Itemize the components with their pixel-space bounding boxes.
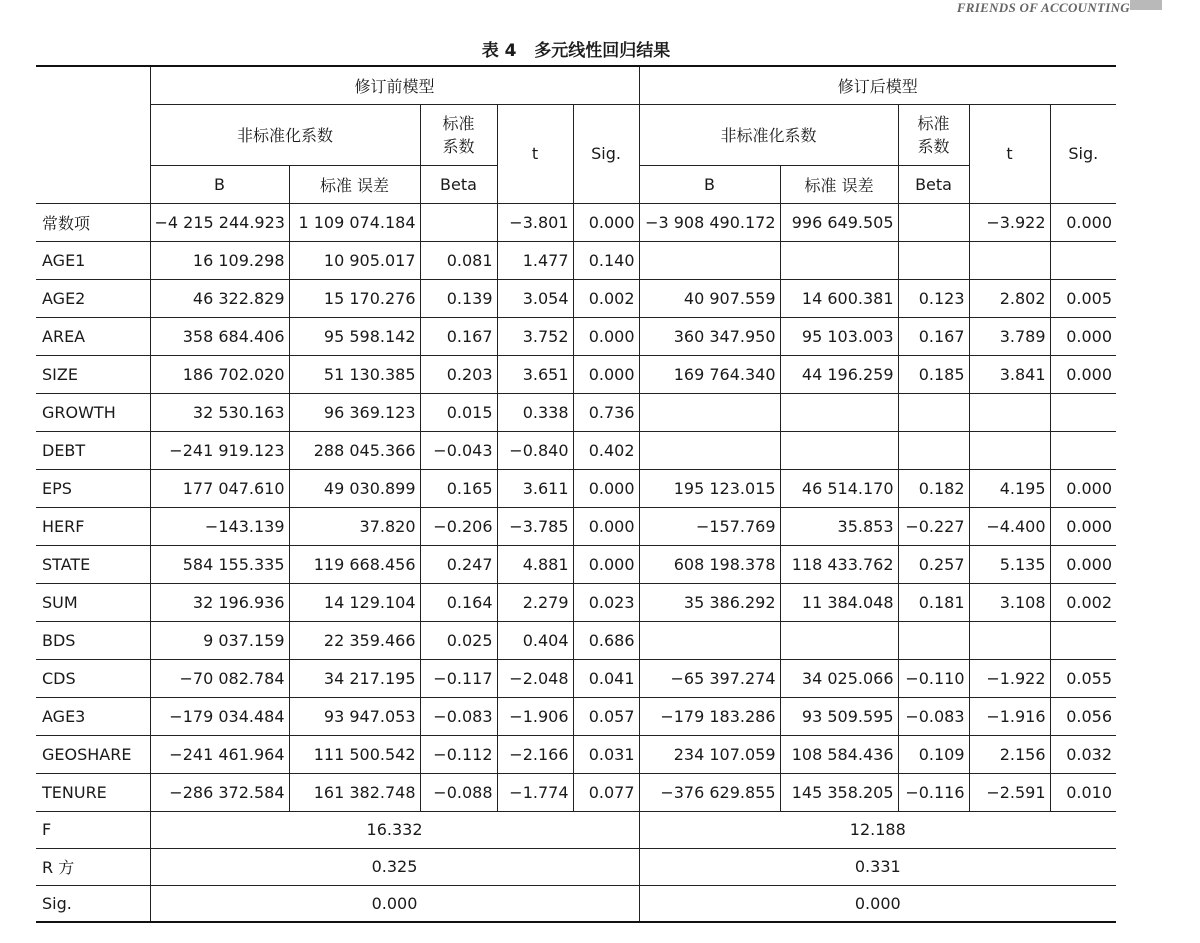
- cell-sig-after: [1050, 431, 1116, 469]
- cell-t-after: −3.922: [969, 203, 1050, 241]
- cell-sig-after: 0.032: [1050, 735, 1116, 773]
- table-row: [36, 317, 1116, 355]
- cell-se-after: 46 514.170: [780, 469, 898, 507]
- cell-label: DEBT: [36, 431, 150, 469]
- cell-sig-after: [1050, 241, 1116, 279]
- header-beta-before: Beta: [420, 165, 497, 203]
- cell-b-after: −376 629.855: [639, 773, 780, 811]
- cell-se-after: [780, 621, 898, 659]
- cell-t-before: 0.338: [497, 393, 573, 431]
- cell-se-after: 996 649.505: [780, 203, 898, 241]
- cell-t-before: −1.906: [497, 697, 573, 735]
- table-row: [36, 735, 1116, 773]
- cell-label: AGE1: [36, 241, 150, 279]
- table-row: [36, 583, 1116, 621]
- table-row: [36, 773, 1116, 811]
- cell-se-before: 15 170.276: [289, 279, 420, 317]
- header-std-l2: 系数: [442, 136, 475, 156]
- cell-beta-after: −0.116: [898, 773, 969, 811]
- cell-label: 常数项: [36, 203, 150, 241]
- table-caption: [0, 36, 1152, 61]
- cell-t-before: −2.166: [497, 735, 573, 773]
- header-t-before: t: [497, 104, 573, 203]
- cell-t-after: [969, 431, 1050, 469]
- cell-b-after: [639, 431, 780, 469]
- cell-b-after: [639, 621, 780, 659]
- cell-se-before: 10 905.017: [289, 241, 420, 279]
- cell-sig-before: 0.077: [573, 773, 639, 811]
- cell-b-after: 195 123.015: [639, 469, 780, 507]
- summary-row: [36, 811, 1116, 848]
- header-se-before: 标准 误差: [289, 165, 420, 203]
- header-b-after: B: [639, 165, 780, 203]
- cell-b-before: 9 037.159: [150, 621, 289, 659]
- table-row: [36, 545, 1116, 583]
- cell-se-after: 145 358.205: [780, 773, 898, 811]
- table-row: [36, 621, 1116, 659]
- cell-sig-before: 0.002: [573, 279, 639, 317]
- header-std-l1: 标准: [442, 113, 475, 133]
- cell-se-before: 1 109 074.184: [289, 203, 420, 241]
- cell-beta-before: 0.164: [420, 583, 497, 621]
- cell-sig-after: 0.000: [1050, 545, 1116, 583]
- table-row: [36, 431, 1116, 469]
- cell-se-after: 11 384.048: [780, 583, 898, 621]
- cell-t-before: −3.801: [497, 203, 573, 241]
- cell-beta-after: [898, 241, 969, 279]
- cell-sig-before: 0.402: [573, 431, 639, 469]
- cell-t-after: 3.108: [969, 583, 1050, 621]
- cell-sig-before: 0.000: [573, 355, 639, 393]
- caption-number: 表 4: [481, 41, 517, 61]
- cell-label: SIZE: [36, 355, 150, 393]
- cell-beta-before: 0.081: [420, 241, 497, 279]
- header-row-groups: [36, 104, 1116, 165]
- cell-b-after: [639, 241, 780, 279]
- cell-se-after: 14 600.381: [780, 279, 898, 317]
- cell-t-before: 3.651: [497, 355, 573, 393]
- cell-se-before: 111 500.542: [289, 735, 420, 773]
- cell-label: HERF: [36, 507, 150, 545]
- cell-t-after: 4.195: [969, 469, 1050, 507]
- cell-sig-before: 0.023: [573, 583, 639, 621]
- cell-se-after: [780, 241, 898, 279]
- cell-beta-before: 0.139: [420, 279, 497, 317]
- cell-t-before: 4.881: [497, 545, 573, 583]
- cell-b-after: [639, 393, 780, 431]
- table-row: [36, 393, 1116, 431]
- cell-t-after: −4.400: [969, 507, 1050, 545]
- cell-sig-before: 0.041: [573, 659, 639, 697]
- cell-b-before: −143.139: [150, 507, 289, 545]
- cell-se-after: 34 025.066: [780, 659, 898, 697]
- cell-b-after: 35 386.292: [639, 583, 780, 621]
- cell-sig-before: 0.000: [573, 507, 639, 545]
- cell-beta-after: 0.167: [898, 317, 969, 355]
- cell-beta-after: [898, 431, 969, 469]
- header-std-before: [420, 104, 497, 165]
- cell-label: GEOSHARE: [36, 735, 150, 773]
- cell-sig-after: 0.000: [1050, 507, 1116, 545]
- cell-beta-before: 0.165: [420, 469, 497, 507]
- table-row: [36, 241, 1116, 279]
- cell-label: GROWTH: [36, 393, 150, 431]
- cell-beta-after: 0.182: [898, 469, 969, 507]
- cell-sig-after: 0.010: [1050, 773, 1116, 811]
- cell-se-before: 51 130.385: [289, 355, 420, 393]
- header-sig-after: Sig.: [1050, 104, 1116, 203]
- cell-beta-before: 0.203: [420, 355, 497, 393]
- regression-table: [36, 65, 1116, 923]
- table-body: [36, 203, 1116, 922]
- cell-b-after: 40 907.559: [639, 279, 780, 317]
- cell-t-after: −1.916: [969, 697, 1050, 735]
- cell-se-after: [780, 431, 898, 469]
- cell-sig-before: 0.686: [573, 621, 639, 659]
- cell-b-before: −179 034.484: [150, 697, 289, 735]
- cell-b-before: −70 082.784: [150, 659, 289, 697]
- summary-after: 12.188: [639, 811, 1116, 848]
- cell-se-after: 118 433.762: [780, 545, 898, 583]
- cell-t-after: [969, 621, 1050, 659]
- journal-bar: [1130, 0, 1162, 10]
- cell-label: AREA: [36, 317, 150, 355]
- table-row: [36, 279, 1116, 317]
- header-unstd-before: 非标准化系数: [150, 104, 420, 165]
- cell-beta-after: 0.185: [898, 355, 969, 393]
- cell-beta-after: [898, 621, 969, 659]
- cell-t-after: [969, 241, 1050, 279]
- summary-before: 16.332: [150, 811, 639, 848]
- cell-beta-after: −0.110: [898, 659, 969, 697]
- cell-sig-after: 0.005: [1050, 279, 1116, 317]
- cell-beta-after: 0.257: [898, 545, 969, 583]
- cell-t-after: 5.135: [969, 545, 1050, 583]
- cell-beta-before: −0.088: [420, 773, 497, 811]
- cell-se-before: 288 045.366: [289, 431, 420, 469]
- summary-row: [36, 885, 1116, 922]
- cell-beta-after: −0.227: [898, 507, 969, 545]
- cell-beta-before: 0.167: [420, 317, 497, 355]
- cell-se-after: 95 103.003: [780, 317, 898, 355]
- cell-sig-before: 0.736: [573, 393, 639, 431]
- cell-b-after: −157.769: [639, 507, 780, 545]
- header-t-after: t: [969, 104, 1050, 203]
- summary-after: 0.331: [639, 848, 1116, 885]
- cell-b-before: 584 155.335: [150, 545, 289, 583]
- cell-sig-after: [1050, 393, 1116, 431]
- cell-sig-after: 0.056: [1050, 697, 1116, 735]
- cell-sig-after: 0.000: [1050, 203, 1116, 241]
- cell-sig-after: 0.000: [1050, 469, 1116, 507]
- cell-b-before: 46 322.829: [150, 279, 289, 317]
- cell-t-after: 2.802: [969, 279, 1050, 317]
- cell-t-before: 3.611: [497, 469, 573, 507]
- cell-sig-before: 0.140: [573, 241, 639, 279]
- cell-b-before: 177 047.610: [150, 469, 289, 507]
- cell-beta-before: −0.043: [420, 431, 497, 469]
- cell-se-before: 37.820: [289, 507, 420, 545]
- cell-b-before: 16 109.298: [150, 241, 289, 279]
- cell-t-before: −1.774: [497, 773, 573, 811]
- cell-t-after: [969, 393, 1050, 431]
- cell-beta-after: 0.123: [898, 279, 969, 317]
- header-blank: [36, 66, 150, 203]
- cell-beta-before: 0.025: [420, 621, 497, 659]
- cell-beta-before: −0.083: [420, 697, 497, 735]
- cell-beta-after: 0.181: [898, 583, 969, 621]
- cell-se-after: 108 584.436: [780, 735, 898, 773]
- cell-t-before: 3.054: [497, 279, 573, 317]
- table-row: [36, 203, 1116, 241]
- cell-label: SUM: [36, 583, 150, 621]
- cell-b-after: 234 107.059: [639, 735, 780, 773]
- cell-t-after: 3.841: [969, 355, 1050, 393]
- cell-beta-before: [420, 203, 497, 241]
- cell-b-before: −4 215 244.923: [150, 203, 289, 241]
- cell-beta-after: [898, 203, 969, 241]
- header-model-before: 修订前模型: [150, 66, 639, 104]
- header-model-after: 修订后模型: [639, 66, 1116, 104]
- cell-beta-after: 0.109: [898, 735, 969, 773]
- summary-before: 0.000: [150, 885, 639, 922]
- cell-se-before: 14 129.104: [289, 583, 420, 621]
- cell-sig-after: [1050, 621, 1116, 659]
- cell-b-after: −65 397.274: [639, 659, 780, 697]
- cell-label: CDS: [36, 659, 150, 697]
- cell-se-before: 34 217.195: [289, 659, 420, 697]
- cell-b-before: −241 461.964: [150, 735, 289, 773]
- header-unstd-after: 非标准化系数: [639, 104, 898, 165]
- cell-t-before: −2.048: [497, 659, 573, 697]
- table-row: [36, 697, 1116, 735]
- table-row: [36, 355, 1116, 393]
- cell-sig-before: 0.000: [573, 469, 639, 507]
- cell-sig-after: 0.055: [1050, 659, 1116, 697]
- cell-label: STATE: [36, 545, 150, 583]
- header-se-after: 标准 误差: [780, 165, 898, 203]
- cell-label: TENURE: [36, 773, 150, 811]
- cell-beta-before: −0.117: [420, 659, 497, 697]
- cell-beta-after: [898, 393, 969, 431]
- cell-t-before: 0.404: [497, 621, 573, 659]
- cell-b-before: −241 919.123: [150, 431, 289, 469]
- cell-b-after: −179 183.286: [639, 697, 780, 735]
- cell-label: BDS: [36, 621, 150, 659]
- cell-sig-after: 0.002: [1050, 583, 1116, 621]
- table-row: [36, 507, 1116, 545]
- cell-b-after: 608 198.378: [639, 545, 780, 583]
- cell-se-after: [780, 393, 898, 431]
- cell-label: AGE3: [36, 697, 150, 735]
- cell-t-after: 3.789: [969, 317, 1050, 355]
- summary-label: F: [36, 811, 150, 848]
- cell-se-after: 44 196.259: [780, 355, 898, 393]
- journal-name: FRIENDS OF ACCOUNTING: [956, 0, 1130, 15]
- cell-sig-after: 0.000: [1050, 317, 1116, 355]
- cell-sig-after: 0.000: [1050, 355, 1116, 393]
- cell-t-before: 3.752: [497, 317, 573, 355]
- cell-t-after: −1.922: [969, 659, 1050, 697]
- summary-label: R 方: [36, 848, 150, 885]
- cell-sig-before: 0.031: [573, 735, 639, 773]
- cell-se-before: 93 947.053: [289, 697, 420, 735]
- cell-beta-before: 0.015: [420, 393, 497, 431]
- cell-b-before: 358 684.406: [150, 317, 289, 355]
- cell-b-before: 32 530.163: [150, 393, 289, 431]
- header-sig-before: Sig.: [573, 104, 639, 203]
- cell-se-before: 119 668.456: [289, 545, 420, 583]
- cell-se-before: 22 359.466: [289, 621, 420, 659]
- summary-row: [36, 848, 1116, 885]
- cell-beta-after: −0.083: [898, 697, 969, 735]
- header-row-models: [36, 66, 1116, 104]
- cell-beta-before: −0.112: [420, 735, 497, 773]
- header-beta-after: Beta: [898, 165, 969, 203]
- cell-se-before: 49 030.899: [289, 469, 420, 507]
- cell-b-before: 186 702.020: [150, 355, 289, 393]
- cell-label: EPS: [36, 469, 150, 507]
- cell-t-before: −0.840: [497, 431, 573, 469]
- cell-t-before: 2.279: [497, 583, 573, 621]
- cell-se-before: 95 598.142: [289, 317, 420, 355]
- cell-sig-before: 0.000: [573, 545, 639, 583]
- cell-beta-before: 0.247: [420, 545, 497, 583]
- cell-t-after: 2.156: [969, 735, 1050, 773]
- table-row: [36, 659, 1116, 697]
- summary-label: Sig.: [36, 885, 150, 922]
- summary-before: 0.325: [150, 848, 639, 885]
- cell-t-before: −3.785: [497, 507, 573, 545]
- cell-t-before: 1.477: [497, 241, 573, 279]
- cell-se-before: 96 369.123: [289, 393, 420, 431]
- summary-after: 0.000: [639, 885, 1116, 922]
- header-b-before: B: [150, 165, 289, 203]
- cell-b-after: 360 347.950: [639, 317, 780, 355]
- cell-se-after: 35.853: [780, 507, 898, 545]
- header-std-l1: 标准: [917, 113, 950, 133]
- table-row: [36, 469, 1116, 507]
- caption-title: 多元线性回归结果: [534, 41, 671, 61]
- cell-b-after: 169 764.340: [639, 355, 780, 393]
- cell-b-after: −3 908 490.172: [639, 203, 780, 241]
- cell-b-before: −286 372.584: [150, 773, 289, 811]
- cell-sig-before: 0.057: [573, 697, 639, 735]
- cell-sig-before: 0.000: [573, 317, 639, 355]
- cell-se-before: 161 382.748: [289, 773, 420, 811]
- cell-label: AGE2: [36, 279, 150, 317]
- cell-se-after: 93 509.595: [780, 697, 898, 735]
- cell-beta-before: −0.206: [420, 507, 497, 545]
- header-std-after: [898, 104, 969, 165]
- cell-t-after: −2.591: [969, 773, 1050, 811]
- cell-b-before: 32 196.936: [150, 583, 289, 621]
- header-std-l2: 系数: [917, 136, 950, 156]
- cell-sig-before: 0.000: [573, 203, 639, 241]
